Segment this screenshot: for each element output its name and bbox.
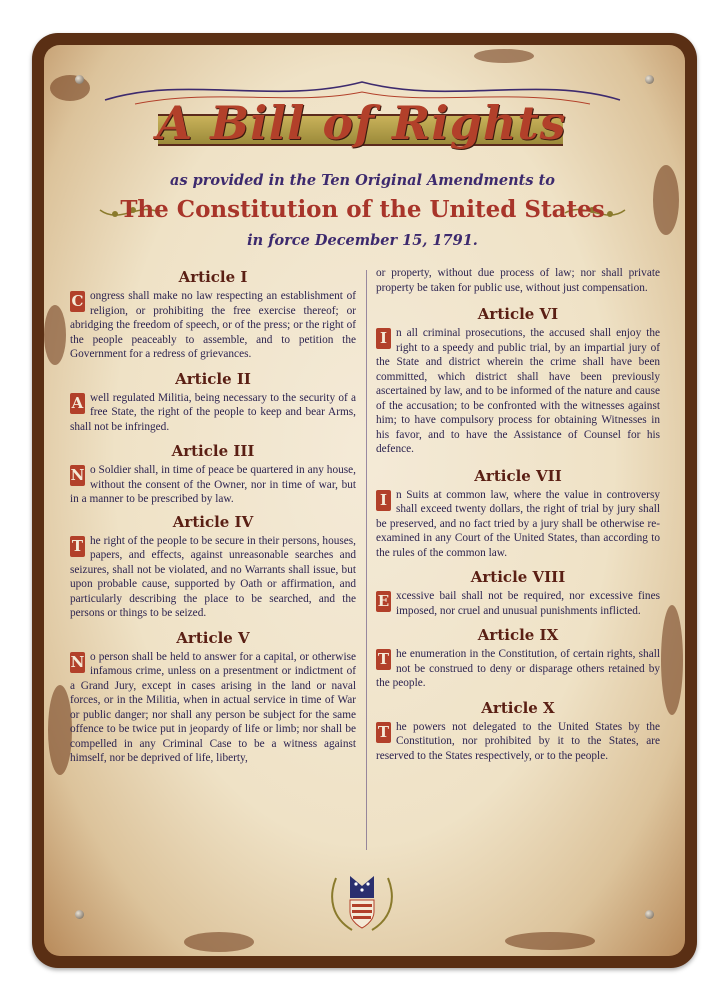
article-text: xcessive bail shall not be required, nor excessive fines imposed, nor cruel and unusual punishments inflicted. (396, 590, 660, 617)
article-body (376, 488, 660, 561)
article-3 (70, 442, 356, 507)
article-title: Article II (175, 369, 251, 388)
article-body (70, 289, 356, 362)
article-text: he powers not delegated to the United States by the Constitution, nor prohibited by it to the States, are reserved to the States respectively, or to the people. (376, 720, 660, 762)
article-body (376, 647, 660, 691)
drop-cap: I (376, 490, 391, 511)
rust-spot (44, 305, 66, 365)
drop-cap: T (377, 650, 390, 668)
article-body (70, 391, 356, 435)
article-5-continued: or property, without due process of law; nor shall private property be taken for public use, without just compensation. (376, 267, 660, 294)
rust-spot (661, 605, 683, 715)
article-9 (376, 626, 660, 691)
article-8 (376, 568, 660, 618)
right-column (376, 264, 660, 763)
in-force-date: in force December 15, 1791. (247, 232, 478, 249)
article-7 (376, 467, 660, 561)
drop-cap: T (377, 722, 390, 741)
article-body (376, 720, 660, 764)
article-body (376, 326, 660, 457)
article-title: Article VII (474, 466, 562, 485)
article-title: Article X (481, 698, 555, 717)
article-title: Article IX (477, 626, 559, 644)
article-text: n Suits at common law, where the value in controversy shall exceed twenty dollars, the right of trial by jury shall be preserved, and no fact tried by a jury shall be otherwise re-examined in any Court of the United States, than according to the rules of the common law. (376, 488, 660, 559)
rust-spot (48, 685, 72, 775)
subtitle: as provided in the Ten Original Amendments to (170, 172, 555, 189)
article-title: Article VI (477, 305, 559, 323)
constitution-heading: The Constitution of the United States (120, 196, 605, 223)
left-column (70, 264, 356, 766)
article-title: Article IV (172, 512, 254, 531)
article-body (70, 650, 356, 766)
title-banner (128, 92, 595, 160)
article-text: o person shall be held to answer for a capital, or otherwise infamous crime, unless on a presentment or indictment of a Grand Jury, except in cases arising in the land or naval forces, or in the Militia, when in actual service in time of War or public danger; nor shall any person be subject for the same offence to be twice put in jeopardy of life or limb; nor shall be compelled in any Criminal Case to be a witness against himself, nor be deprived of life, liberty, (70, 650, 356, 764)
article-text: he enumeration in the Constitution, of certain rights, shall not be construed to deny or disparage others retained by the people. (376, 648, 660, 689)
article-text: well regulated Militia, being necessary to the security of a free State, the right of the people to keep and bear Arms, shall not be infringed. (70, 391, 356, 433)
article-6 (376, 305, 660, 457)
drop-cap: E (377, 592, 390, 610)
article-5 (70, 629, 356, 766)
flag-shield-emblem-icon (322, 868, 402, 938)
article-text: ongress shall make no law respecting an establishment of religion, or prohibiting the free exercise thereof; or abridging the freedom of speech, or of the press; or the right of the people peaceably to assemble, and to petition the Government for a redress of grievances. (70, 290, 356, 360)
article-text: n all criminal prosecutions, the accused shall enjoy the right to a speedy and public trial, by an impartial jury of the State and district wherein the crime shall have been committed, which district shall have been previously ascertained by law, and to be informed of the nature and cause of the accusation; to be confronted with the witnesses against him; to have compulsory process for obtaining Witnesses in his favor, and to have the Assistance of Counsel for his defence. (376, 327, 660, 455)
drop-cap: C (71, 292, 84, 310)
article-title: Article III (171, 442, 255, 460)
rust-spot (50, 75, 90, 101)
screw-icon (645, 910, 654, 919)
article-body (376, 589, 660, 618)
article-title: Article VIII (470, 568, 566, 586)
article-2 (70, 370, 356, 435)
article-body (70, 463, 356, 507)
drop-cap: I (376, 328, 391, 349)
article-text: o Soldier shall, in time of peace be quartered in any house, without the consent of the Owner, nor in time of war, but in a manner to be prescribed by law. (70, 464, 356, 505)
drop-cap: N (70, 466, 85, 484)
article-title: Article V (176, 628, 250, 647)
column-divider (366, 270, 367, 850)
page-title: A Bill of Rights (156, 96, 567, 150)
article-title: Article I (178, 268, 248, 286)
drop-cap: T (71, 536, 84, 555)
article-4 (70, 513, 356, 621)
article-body (70, 534, 356, 621)
drop-cap: N (70, 652, 85, 671)
screw-icon (75, 75, 84, 84)
article-10 (376, 699, 660, 764)
article-1 (70, 268, 356, 362)
drop-cap: A (71, 393, 84, 412)
rust-spot (184, 932, 254, 952)
rust-spot (505, 932, 595, 950)
screw-icon (75, 910, 84, 919)
screw-icon (645, 75, 654, 84)
article-text: he right of the people to be secure in their persons, houses, papers, and effects, against unreasonable searches and seizures, shall not be violated, and no Warrants shall issue, but upon probable cause, supported by Oath or affirmation, and particularly describing the place to be searched, and the persons or things to be seized. (70, 534, 356, 619)
rust-spot (474, 49, 534, 63)
